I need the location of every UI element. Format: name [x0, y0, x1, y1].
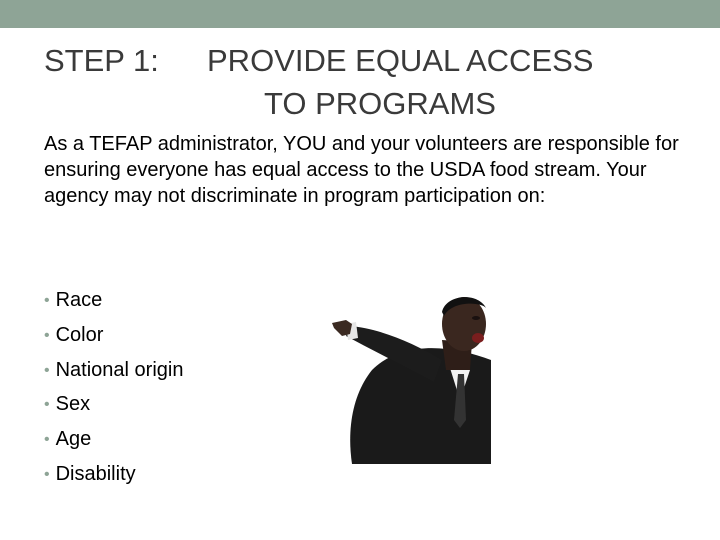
bullet-item [44, 356, 183, 391]
bullet-label: Disability [55, 462, 136, 485]
speaker-photo-illustration [332, 290, 491, 464]
bullet-dot-icon: • [44, 431, 50, 449]
bullet-item [44, 321, 183, 356]
title-line-1: PROVIDE EQUAL ACCESS [207, 43, 594, 78]
bullet-label: Color [55, 323, 104, 346]
bullet-dot-icon: • [44, 326, 50, 344]
bullet-label: National origin [55, 358, 184, 381]
bullet-item [44, 425, 183, 460]
speaker-photo [332, 290, 491, 464]
bullet-label: Sex [55, 393, 91, 416]
title-line-2: TO PROGRAMS [264, 86, 496, 121]
top-accent-bar [0, 0, 720, 28]
bullet-dot-icon: • [44, 465, 50, 483]
bullet-list [44, 286, 183, 495]
bullet-item [44, 286, 183, 321]
bullet-dot-icon: • [44, 292, 50, 309]
bullet-item [44, 460, 183, 495]
bullet-dot-icon: • [44, 361, 50, 379]
bullet-label: Age [55, 428, 92, 451]
bullet-label: Race [55, 289, 103, 311]
bullet-dot-icon: • [44, 396, 50, 414]
bullet-item [44, 390, 183, 425]
title-step: STEP 1: [44, 43, 159, 78]
body-paragraph: As a TEFAP administrator, YOU and your volunteers are responsible for ensuring everyone has equal access to the USDA food stream. Your agency may not discriminate in program participation on: [44, 133, 679, 207]
